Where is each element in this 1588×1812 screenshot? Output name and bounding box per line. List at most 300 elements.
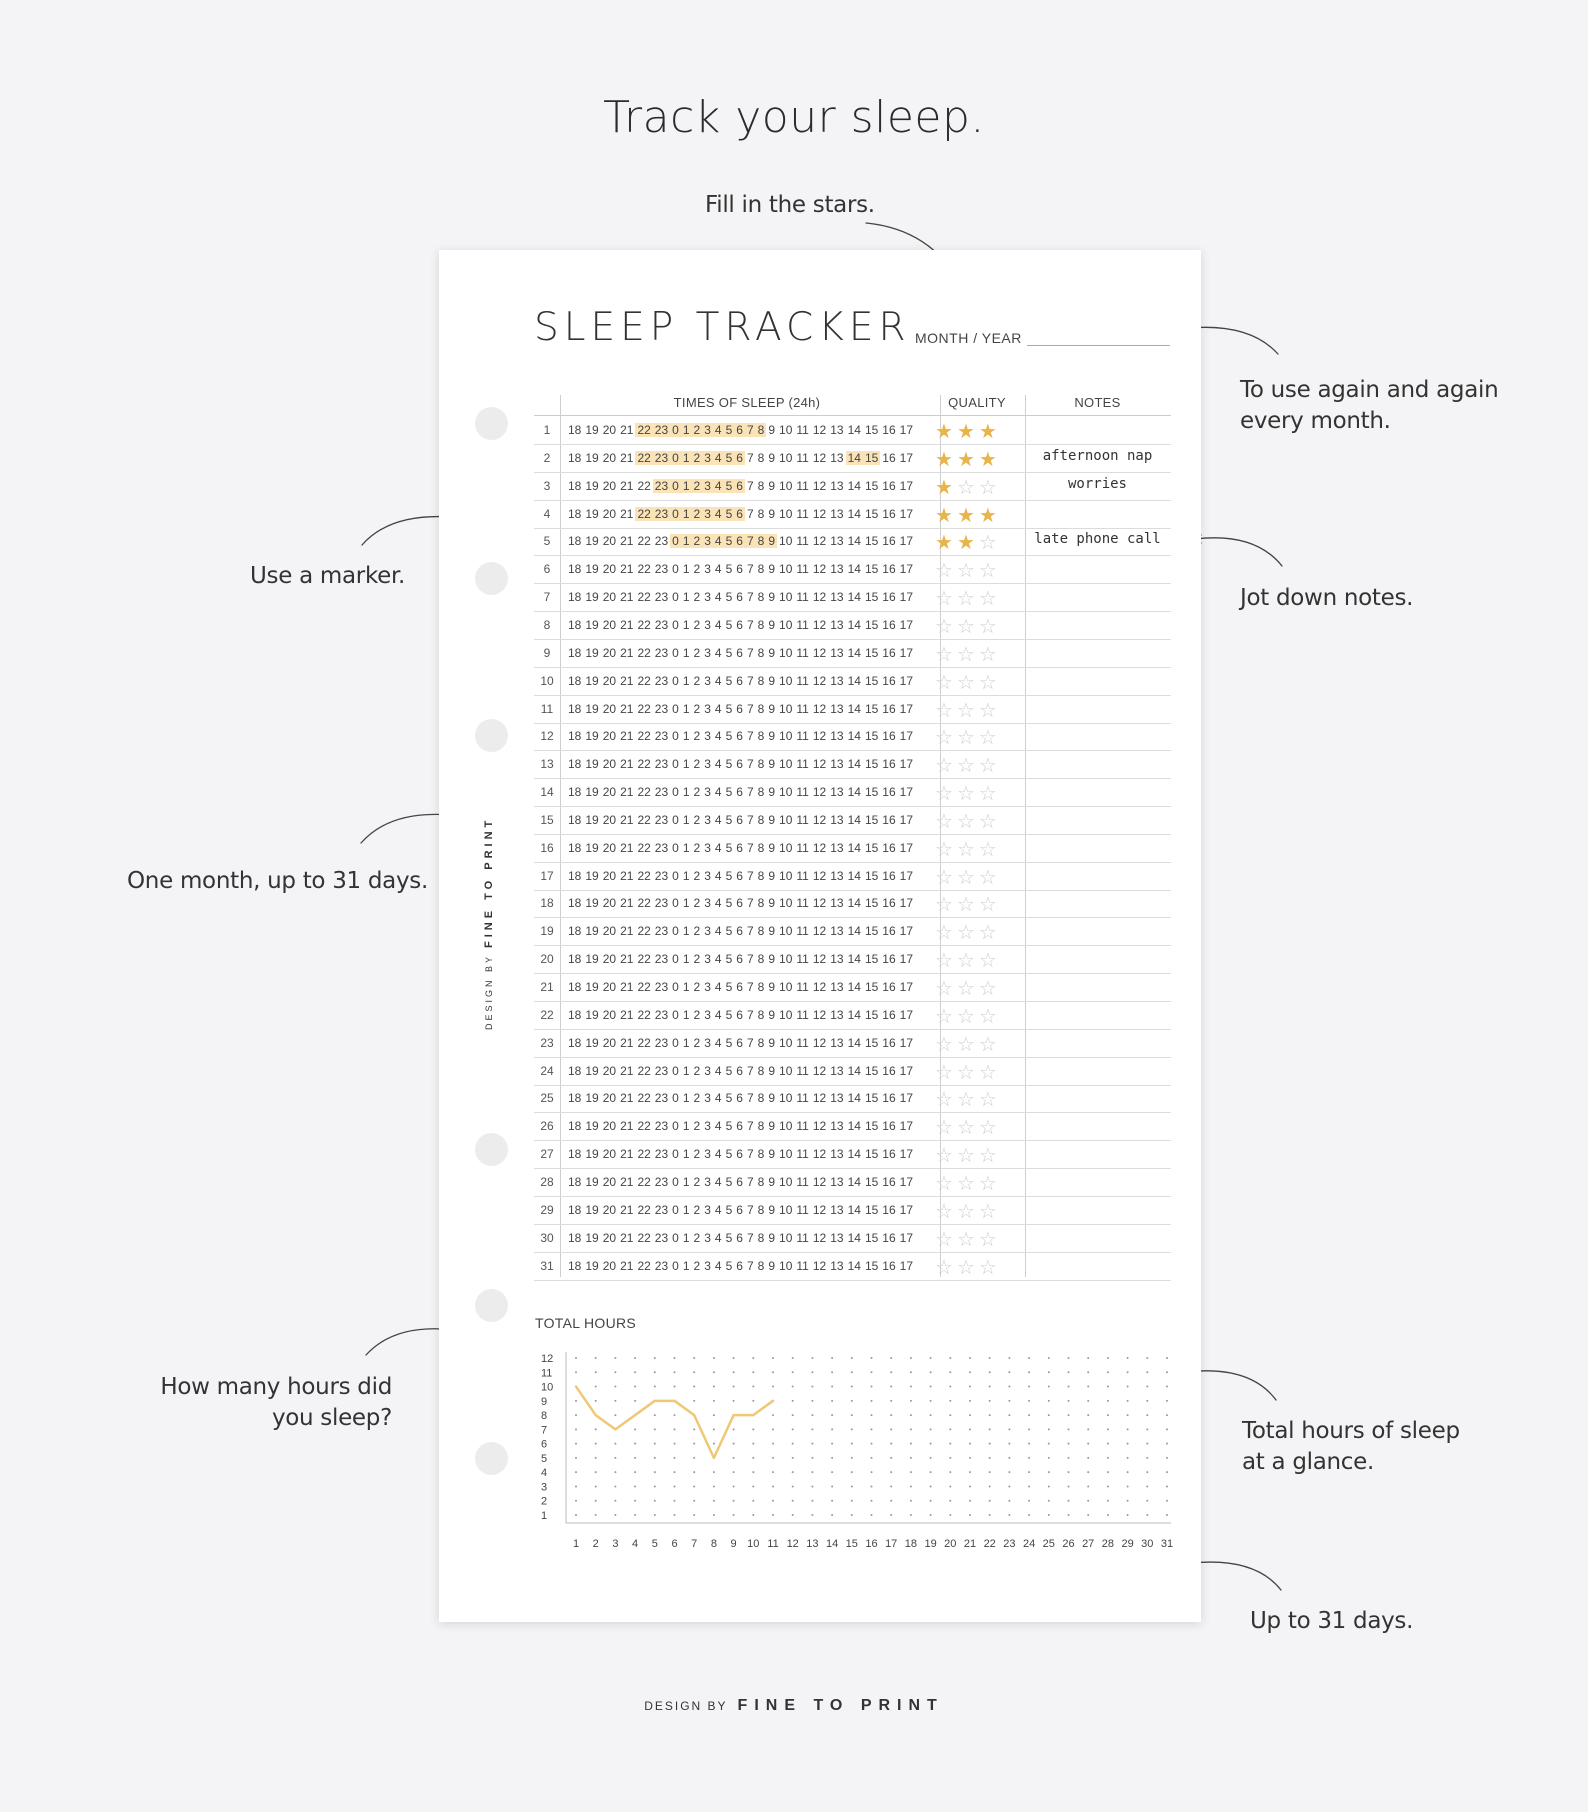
hour-cell[interactable]: 7 [746, 617, 754, 632]
star-empty-icon[interactable]: ☆ [935, 1117, 957, 1140]
hour-cell[interactable]: 22 [637, 952, 651, 967]
hour-cell[interactable]: 22 [637, 896, 651, 911]
hour-cell[interactable]: 7 [746, 701, 754, 716]
hour-cell[interactable]: 22 [637, 562, 651, 577]
hour-cell[interactable]: 23 [654, 840, 669, 855]
hour-cell[interactable]: 23 [654, 896, 669, 911]
hour-cell[interactable]: 13 [830, 1174, 844, 1189]
hour-cell[interactable]: 5 [725, 924, 733, 939]
hour-cell[interactable]: 11 [796, 812, 809, 827]
hour-cell[interactable]: 1 [682, 701, 690, 716]
hour-cell[interactable]: 5 [725, 980, 733, 994]
hour-cell[interactable]: 5 [725, 812, 733, 827]
hour-cell[interactable]: 2 [693, 1091, 701, 1106]
hour-cell[interactable]: 0 [672, 1063, 679, 1078]
hour-cell[interactable]: 4 [714, 812, 722, 827]
star-filled-icon[interactable]: ★ [978, 448, 1001, 471]
hour-cell[interactable]: 19 [585, 785, 599, 800]
star-empty-icon[interactable]: ☆ [935, 894, 957, 917]
hour-cell[interactable]: 16 [882, 868, 896, 883]
hour-cell[interactable]: 13 [830, 896, 844, 911]
hour-cell[interactable]: 5 [725, 645, 733, 660]
hour-cell[interactable]: 9 [768, 1230, 776, 1245]
hour-cell[interactable]: 17 [899, 562, 914, 577]
hour-cell[interactable]: 6 [736, 1258, 743, 1273]
hour-cell[interactable]: 11 [796, 562, 809, 577]
star-empty-icon[interactable]: ☆ [956, 643, 979, 666]
hour-cell[interactable]: 14 [847, 980, 861, 994]
hour-cell[interactable]: 22 [637, 1258, 651, 1273]
hour-cell[interactable]: 0 [672, 952, 679, 967]
hour-cell[interactable]: 17 [899, 1007, 914, 1022]
hour-cell[interactable]: 15 [864, 450, 879, 465]
hour-cell[interactable]: 5 [725, 1258, 733, 1273]
hour-cell[interactable]: 3 [704, 729, 711, 744]
hour-cell[interactable]: 10 [779, 896, 793, 911]
hour-cell[interactable]: 5 [725, 1091, 733, 1106]
hour-cell[interactable]: 13 [830, 423, 844, 437]
hour-cell[interactable]: 2 [693, 1147, 701, 1162]
hour-cell[interactable]: 0 [672, 924, 679, 939]
hour-cell[interactable]: 21 [620, 868, 634, 883]
hour-cell[interactable]: 21 [620, 534, 634, 549]
hour-cell[interactable]: 10 [779, 1147, 793, 1162]
hour-cell[interactable]: 8 [757, 534, 765, 549]
hour-cell[interactable]: 19 [585, 952, 599, 967]
hour-cell[interactable]: 7 [746, 952, 754, 967]
hour-cell[interactable]: 23 [654, 645, 669, 660]
hour-cell[interactable]: 2 [693, 1230, 701, 1245]
hour-cell[interactable]: 6 [736, 1063, 743, 1078]
hour-cell[interactable]: 17 [899, 785, 914, 800]
hour-cell[interactable]: 6 [736, 1202, 743, 1217]
hour-cell[interactable]: 8 [757, 1230, 765, 1245]
star-empty-icon[interactable]: ☆ [956, 727, 979, 750]
hour-cell[interactable]: 6 [736, 1230, 743, 1245]
hour-cell[interactable]: 12 [812, 896, 827, 911]
hour-cell[interactable]: 9 [768, 1063, 776, 1078]
hour-cell[interactable]: 0 [672, 1119, 679, 1134]
hour-cell[interactable]: 23 [654, 980, 669, 994]
hour-cell[interactable]: 19 [585, 617, 599, 632]
hour-cell[interactable]: 9 [768, 1147, 776, 1162]
hour-cell[interactable]: 21 [620, 673, 634, 688]
hour-cell[interactable]: 10 [779, 645, 793, 660]
hour-cell[interactable]: 12 [812, 562, 827, 577]
hour-cell[interactable]: 9 [768, 980, 776, 994]
hour-cell[interactable]: 16 [882, 562, 896, 577]
hour-cell[interactable]: 3 [704, 868, 711, 883]
hour-cell[interactable]: 19 [585, 812, 599, 827]
hour-cell[interactable]: 7 [746, 562, 754, 577]
hour-cell[interactable]: 5 [725, 1174, 733, 1189]
hour-cell[interactable]: 11 [796, 1063, 809, 1078]
hour-cell[interactable]: 23 [654, 478, 669, 493]
hour-cell[interactable]: 10 [779, 450, 793, 465]
hour-cell[interactable]: 2 [693, 450, 701, 465]
hour-cell[interactable]: 12 [812, 785, 827, 800]
star-empty-icon[interactable]: ☆ [935, 1172, 957, 1195]
hour-cell[interactable]: 14 [847, 562, 861, 577]
star-empty-icon[interactable]: ☆ [978, 894, 1001, 917]
star-empty-icon[interactable]: ☆ [978, 671, 1001, 694]
hour-cell[interactable]: 5 [725, 423, 733, 437]
star-empty-icon[interactable]: ☆ [956, 1172, 979, 1195]
hour-cell[interactable]: 20 [602, 1091, 617, 1106]
hour-cell[interactable]: 6 [736, 1119, 743, 1134]
star-empty-icon[interactable]: ☆ [978, 727, 1001, 750]
hour-cell[interactable]: 11 [796, 729, 809, 744]
hour-cell[interactable]: 15 [864, 478, 879, 493]
hour-cell[interactable]: 18 [568, 952, 582, 967]
hour-cell[interactable]: 3 [704, 1119, 711, 1134]
hour-cell[interactable]: 4 [714, 980, 722, 994]
hour-cell[interactable]: 6 [736, 701, 743, 716]
hour-cell[interactable]: 13 [830, 617, 844, 632]
hour-cell[interactable]: 13 [830, 1091, 844, 1106]
hour-cell[interactable]: 18 [568, 1174, 582, 1189]
hour-cell[interactable]: 21 [620, 1035, 634, 1050]
hour-cell[interactable]: 1 [682, 562, 690, 577]
hour-cell[interactable]: 23 [654, 729, 669, 744]
hour-cell[interactable]: 23 [654, 1147, 669, 1162]
hour-cell[interactable]: 4 [714, 729, 722, 744]
hour-cell[interactable]: 9 [768, 1091, 776, 1106]
hour-cell[interactable]: 6 [736, 1174, 743, 1189]
hour-cell[interactable]: 13 [830, 1119, 844, 1134]
hour-cell[interactable]: 19 [585, 1258, 599, 1273]
hour-cell[interactable]: 21 [620, 562, 634, 577]
hour-cell[interactable]: 11 [796, 645, 809, 660]
star-empty-icon[interactable]: ☆ [956, 1200, 979, 1223]
star-filled-icon[interactable]: ★ [956, 532, 979, 555]
hour-cell[interactable]: 17 [899, 506, 914, 521]
hour-cell[interactable]: 16 [882, 423, 896, 437]
hour-cell[interactable]: 17 [899, 673, 914, 688]
hour-cell[interactable]: 12 [812, 840, 827, 855]
hour-cell[interactable]: 17 [899, 729, 914, 744]
hour-cell[interactable]: 8 [757, 868, 765, 883]
hour-cell[interactable]: 4 [714, 1174, 722, 1189]
hour-cell[interactable]: 21 [620, 729, 634, 744]
hour-cell[interactable]: 19 [585, 924, 599, 939]
hour-cell[interactable]: 13 [830, 1258, 844, 1273]
hour-cell[interactable]: 20 [602, 1147, 617, 1162]
hour-cell[interactable]: 11 [796, 478, 809, 493]
hour-cell[interactable]: 2 [693, 924, 701, 939]
hour-cell[interactable]: 0 [672, 729, 679, 744]
hour-cell[interactable]: 22 [637, 1119, 651, 1134]
hour-cell[interactable]: 21 [620, 1119, 634, 1134]
hour-cell[interactable]: 23 [654, 701, 669, 716]
hour-cell[interactable]: 14 [847, 590, 861, 605]
hour-cell[interactable]: 11 [796, 1202, 809, 1217]
hour-cell[interactable]: 21 [620, 423, 634, 437]
star-empty-icon[interactable]: ☆ [935, 1200, 957, 1223]
hour-cell[interactable]: 11 [796, 617, 809, 632]
hour-cell[interactable]: 10 [779, 729, 793, 744]
hour-cell[interactable]: 10 [779, 924, 793, 939]
hour-cell[interactable]: 19 [585, 506, 599, 521]
star-empty-icon[interactable]: ☆ [978, 1145, 1001, 1168]
hour-cell[interactable]: 9 [768, 617, 776, 632]
hour-cell[interactable]: 4 [714, 1258, 722, 1273]
hour-cell[interactable]: 17 [899, 478, 914, 493]
hour-cell[interactable]: 15 [864, 729, 879, 744]
hour-cell[interactable]: 15 [864, 980, 879, 994]
hour-cell[interactable]: 14 [847, 534, 861, 549]
hour-cell[interactable]: 1 [682, 924, 690, 939]
hour-cell[interactable]: 11 [796, 506, 809, 521]
hour-cell[interactable]: 14 [847, 1174, 861, 1189]
hour-cell[interactable]: 7 [746, 645, 754, 660]
hour-cell[interactable]: 18 [568, 701, 582, 716]
hour-cell[interactable]: 9 [768, 1007, 776, 1022]
hour-cell[interactable]: 19 [585, 1007, 599, 1022]
hour-cell[interactable]: 19 [585, 896, 599, 911]
hour-cell[interactable]: 13 [830, 590, 844, 605]
hour-cell[interactable]: 17 [899, 450, 914, 465]
hour-cell[interactable]: 1 [682, 1119, 690, 1134]
hour-cell[interactable]: 1 [682, 1035, 690, 1050]
hour-cell[interactable]: 13 [830, 1230, 844, 1245]
hour-cell[interactable]: 3 [704, 757, 711, 772]
hour-cell[interactable]: 19 [585, 840, 599, 855]
hour-cell[interactable]: 20 [602, 980, 617, 994]
hour-cell[interactable]: 16 [882, 1230, 896, 1245]
hour-cell[interactable]: 7 [746, 980, 754, 994]
hour-cell[interactable]: 15 [864, 645, 879, 660]
hour-cell[interactable]: 18 [568, 590, 582, 605]
star-empty-icon[interactable]: ☆ [935, 643, 957, 666]
hour-cell[interactable]: 14 [847, 423, 861, 437]
hour-cell[interactable]: 4 [714, 701, 722, 716]
hour-cell[interactable]: 22 [637, 423, 651, 437]
hour-cell[interactable]: 9 [768, 868, 776, 883]
hour-cell[interactable]: 1 [682, 1091, 690, 1106]
hour-cell[interactable]: 13 [830, 785, 844, 800]
hour-cell[interactable]: 5 [725, 1202, 733, 1217]
hour-cell[interactable]: 1 [682, 478, 690, 493]
hour-cell[interactable]: 17 [899, 1091, 914, 1106]
hour-cell[interactable]: 7 [746, 840, 754, 855]
hour-cell[interactable]: 18 [568, 1007, 582, 1022]
hour-cell[interactable]: 0 [672, 980, 679, 994]
hour-cell[interactable]: 9 [768, 924, 776, 939]
hour-cell[interactable]: 15 [864, 924, 879, 939]
hour-cell[interactable]: 3 [704, 1091, 711, 1106]
hour-cell[interactable]: 9 [768, 450, 776, 465]
hour-cell[interactable]: 23 [654, 1202, 669, 1217]
hour-cell[interactable]: 8 [757, 673, 765, 688]
hour-cell[interactable]: 8 [757, 506, 765, 521]
hour-cell[interactable]: 19 [585, 1119, 599, 1134]
hour-cell[interactable]: 3 [704, 1202, 711, 1217]
hour-cell[interactable]: 18 [568, 840, 582, 855]
hour-cell[interactable]: 1 [682, 506, 690, 521]
star-empty-icon[interactable]: ☆ [935, 1228, 957, 1251]
hour-cell[interactable]: 15 [864, 1091, 879, 1106]
hour-cell[interactable]: 17 [899, 757, 914, 772]
hour-cell[interactable]: 9 [768, 645, 776, 660]
hour-cell[interactable]: 18 [568, 423, 582, 437]
hour-cell[interactable]: 1 [682, 1202, 690, 1217]
hour-cell[interactable]: 13 [830, 450, 844, 465]
hour-cell[interactable]: 2 [693, 534, 701, 549]
hour-cell[interactable]: 4 [714, 840, 722, 855]
hour-cell[interactable]: 0 [672, 673, 679, 688]
hour-cell[interactable]: 11 [796, 980, 809, 994]
hour-cell[interactable]: 11 [796, 1147, 809, 1162]
hour-cell[interactable]: 2 [693, 896, 701, 911]
hour-cell[interactable]: 3 [704, 562, 711, 577]
hour-cell[interactable]: 11 [796, 1007, 809, 1022]
hour-cell[interactable]: 12 [812, 1091, 827, 1106]
star-filled-icon[interactable]: ★ [956, 448, 979, 471]
hour-cell[interactable]: 14 [847, 1007, 861, 1022]
hour-cell[interactable]: 20 [602, 840, 617, 855]
hour-cell[interactable]: 0 [672, 1230, 679, 1245]
hour-cell[interactable]: 23 [654, 506, 669, 521]
hour-cell[interactable]: 15 [864, 757, 879, 772]
star-empty-icon[interactable]: ☆ [956, 838, 979, 861]
hour-cell[interactable]: 16 [882, 757, 896, 772]
hour-cell[interactable]: 9 [768, 1035, 776, 1050]
hour-cell[interactable]: 19 [585, 450, 599, 465]
hour-cell[interactable]: 17 [899, 1258, 914, 1273]
hour-cell[interactable]: 7 [746, 1007, 754, 1022]
hour-cell[interactable]: 1 [682, 757, 690, 772]
hour-cell[interactable]: 11 [796, 701, 809, 716]
hour-cell[interactable]: 23 [654, 952, 669, 967]
hour-cell[interactable]: 22 [637, 645, 651, 660]
hour-cell[interactable]: 14 [847, 1119, 861, 1134]
hour-cell[interactable]: 12 [812, 423, 827, 437]
star-empty-icon[interactable]: ☆ [956, 671, 979, 694]
hour-cell[interactable]: 23 [654, 617, 669, 632]
hour-cell[interactable]: 22 [637, 868, 651, 883]
hour-cell[interactable]: 17 [899, 1174, 914, 1189]
hour-cell[interactable]: 14 [847, 1035, 861, 1050]
hour-cell[interactable]: 5 [725, 506, 733, 521]
hour-cell[interactable]: 1 [682, 868, 690, 883]
hour-cell[interactable]: 4 [714, 896, 722, 911]
hour-cell[interactable]: 1 [682, 1007, 690, 1022]
hour-cell[interactable]: 15 [864, 812, 879, 827]
hour-cell[interactable]: 8 [757, 1007, 765, 1022]
hour-cell[interactable]: 21 [620, 1230, 634, 1245]
hour-cell[interactable]: 16 [882, 729, 896, 744]
hour-cell[interactable]: 0 [672, 1035, 679, 1050]
hour-cell[interactable]: 10 [779, 701, 793, 716]
hour-cell[interactable]: 23 [654, 1258, 669, 1273]
hour-cell[interactable]: 19 [585, 868, 599, 883]
hour-cell[interactable]: 8 [757, 757, 765, 772]
hour-cell[interactable]: 14 [847, 645, 861, 660]
star-empty-icon[interactable]: ☆ [956, 866, 979, 889]
hour-cell[interactable]: 20 [602, 952, 617, 967]
hour-cell[interactable]: 0 [672, 645, 679, 660]
hour-cell[interactable]: 0 [672, 506, 679, 521]
hour-cell[interactable]: 12 [812, 1007, 827, 1022]
hour-cell[interactable]: 21 [620, 924, 634, 939]
hour-cell[interactable]: 14 [847, 924, 861, 939]
hour-cell[interactable]: 14 [847, 868, 861, 883]
hour-cell[interactable]: 9 [768, 1258, 776, 1273]
hour-cell[interactable]: 21 [620, 952, 634, 967]
hour-cell[interactable]: 8 [757, 478, 765, 493]
star-filled-icon[interactable]: ★ [935, 532, 957, 555]
hour-cell[interactable]: 18 [568, 1147, 582, 1162]
hour-cell[interactable]: 6 [736, 729, 743, 744]
star-empty-icon[interactable]: ☆ [978, 1061, 1001, 1084]
hour-cell[interactable]: 5 [725, 673, 733, 688]
hour-cell[interactable]: 11 [796, 757, 809, 772]
hour-cell[interactable]: 23 [654, 673, 669, 688]
hour-cell[interactable]: 20 [602, 1035, 617, 1050]
hour-cell[interactable]: 0 [672, 1258, 679, 1273]
hour-cell[interactable]: 10 [779, 868, 793, 883]
hour-cell[interactable]: 1 [682, 534, 690, 549]
hour-cell[interactable]: 13 [830, 673, 844, 688]
hour-cell[interactable]: 12 [812, 1063, 827, 1078]
star-empty-icon[interactable]: ☆ [978, 615, 1001, 638]
hour-cell[interactable]: 4 [714, 1119, 722, 1134]
hour-cell[interactable]: 14 [847, 785, 861, 800]
hour-cell[interactable]: 22 [637, 924, 651, 939]
note-cell[interactable]: late phone call [1034, 531, 1161, 548]
star-empty-icon[interactable]: ☆ [978, 978, 1001, 1000]
hour-cell[interactable]: 15 [864, 1174, 879, 1189]
hour-cell[interactable]: 3 [704, 645, 711, 660]
hour-cell[interactable]: 8 [757, 729, 765, 744]
star-empty-icon[interactable]: ☆ [956, 894, 979, 917]
hour-cell[interactable]: 13 [830, 1147, 844, 1162]
star-filled-icon[interactable]: ★ [935, 448, 957, 471]
hour-cell[interactable]: 22 [637, 673, 651, 688]
hour-cell[interactable]: 7 [746, 1147, 754, 1162]
hour-cell[interactable]: 16 [882, 1258, 896, 1273]
hour-cell[interactable]: 16 [882, 1202, 896, 1217]
hour-cell[interactable]: 5 [725, 590, 733, 605]
hour-cell[interactable]: 18 [568, 506, 582, 521]
hour-cell[interactable]: 18 [568, 450, 582, 465]
hour-cell[interactable]: 12 [812, 673, 827, 688]
hour-cell[interactable]: 13 [830, 534, 844, 549]
hour-cell[interactable]: 17 [899, 952, 914, 967]
hour-cell[interactable]: 21 [620, 701, 634, 716]
hour-cell[interactable]: 1 [682, 952, 690, 967]
hour-cell[interactable]: 6 [736, 840, 743, 855]
star-empty-icon[interactable]: ☆ [978, 1200, 1001, 1223]
hour-cell[interactable]: 7 [746, 590, 754, 605]
hour-cell[interactable]: 21 [620, 506, 634, 521]
hour-cell[interactable]: 4 [714, 590, 722, 605]
hour-cell[interactable]: 6 [736, 1035, 743, 1050]
hour-cell[interactable]: 21 [620, 450, 634, 465]
hour-cell[interactable]: 17 [899, 534, 914, 549]
hour-cell[interactable]: 5 [725, 1007, 733, 1022]
hour-cell[interactable]: 4 [714, 506, 722, 521]
hour-cell[interactable]: 6 [736, 757, 743, 772]
hour-cell[interactable]: 13 [830, 729, 844, 744]
star-empty-icon[interactable]: ☆ [978, 1117, 1001, 1140]
hour-cell[interactable]: 9 [768, 534, 776, 549]
hour-cell[interactable]: 12 [812, 701, 827, 716]
hour-cell[interactable]: 11 [796, 1174, 809, 1189]
hour-cell[interactable]: 21 [620, 785, 634, 800]
hour-cell[interactable]: 5 [725, 701, 733, 716]
